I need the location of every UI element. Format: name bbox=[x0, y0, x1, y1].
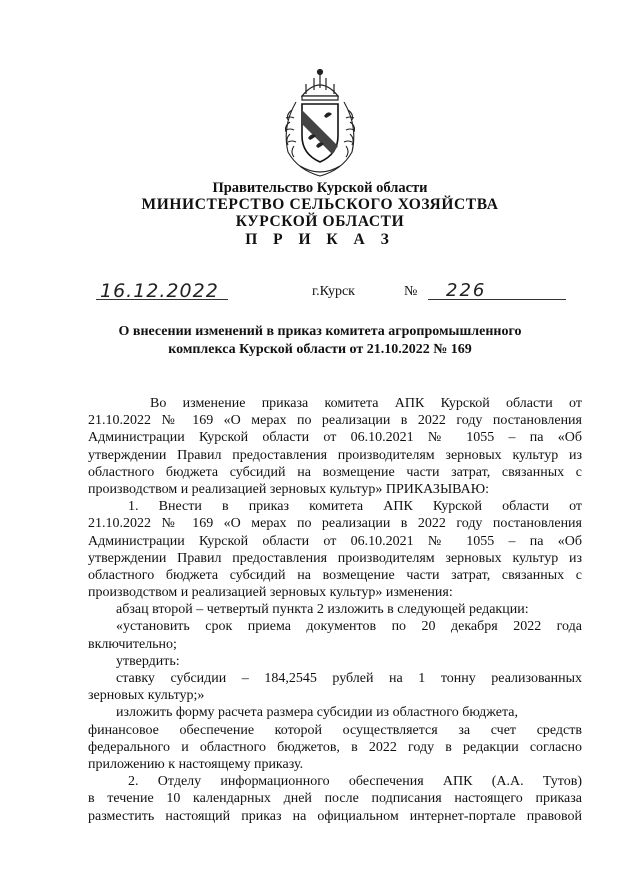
body-line: абзац второй – четвертый пункта 2 изложить в следующей редакции: bbox=[116, 602, 529, 618]
body-line: приложению к настоящему приказу. bbox=[88, 756, 304, 772]
order-meta-row bbox=[0, 280, 640, 304]
body-line: Администрации Курской области от 06.10.2021 № 1055 – па «Об bbox=[88, 533, 582, 549]
body-line: Во изменение приказа комитета АПК Курской области от bbox=[150, 396, 582, 411]
body-line: 21.10.2022 № 169 «О мерах по реализации в 2022 году постановления bbox=[88, 516, 582, 532]
order-city: г.Курск bbox=[312, 284, 355, 299]
body-line: 21.10.2022 № 169 «О мерах по реализации в 2022 году постановления bbox=[88, 413, 582, 429]
body-line: утвердить: bbox=[116, 653, 180, 669]
ministry-title: МИНИСТЕРСТВО СЕЛЬСКОГО ХОЗЯЙСТВА bbox=[141, 196, 499, 213]
body-line: утверждении Правил предоставления производителям зерновых культур из bbox=[88, 550, 582, 566]
subject-line-2: комплекса Курской области от 21.10.2022 № 169 bbox=[168, 342, 472, 357]
body-line: 1. Внести в приказ комитета АПК Курской области от bbox=[128, 499, 582, 515]
coat-of-arms-emblem bbox=[272, 66, 368, 180]
subject-line-1: О внесении изменений в приказ комитета агропромышленного bbox=[118, 324, 522, 339]
body-line: федерального и областного бюджетов, в 2022 году в редакции согласно bbox=[88, 739, 582, 755]
body-line: в течение 10 календарных дней после подписания настоящего приказа bbox=[88, 791, 582, 807]
region-title: КУРСКОЙ ОБЛАСТИ bbox=[235, 213, 405, 230]
order-subject bbox=[0, 323, 640, 359]
body-line: включительно; bbox=[88, 636, 177, 652]
number-underline bbox=[428, 299, 566, 300]
body-line: ставку субсидии – 184,2545 рублей на 1 тонну реализованных bbox=[116, 671, 582, 686]
body-line: зерновых культур;» bbox=[88, 688, 205, 704]
order-number: 226 bbox=[446, 280, 487, 301]
body-line: производством и реализацией зерновых культур» ПРИКАЗЫВАЮ: bbox=[88, 481, 490, 497]
body-line: производством и реализацией зерновых культур» изменения: bbox=[88, 585, 453, 601]
body-line: финансовое обеспечение которой осуществляется за счет средств bbox=[88, 722, 582, 738]
body-line: Администрации Курской области от 06.10.2021 № 1055 – па «Об bbox=[88, 430, 582, 446]
body-line: утверждении Правил предоставления производителям зерновых культур из bbox=[88, 447, 582, 463]
body-line: разместить настоящий приказ на официальном интернет-портале правовой bbox=[88, 808, 582, 824]
order-body bbox=[88, 395, 582, 825]
document-type-title: П Р И К А З bbox=[245, 231, 395, 248]
number-sign: № bbox=[404, 284, 418, 299]
body-line: областного бюджета субсидий на возмещение части затрат, связанных с bbox=[88, 567, 582, 583]
body-line: «установить срок приема документов по 20 декабря 2022 года bbox=[116, 619, 582, 635]
body-line: изложить форму расчета размера субсидии из областного бюджета, bbox=[116, 705, 518, 721]
order-date: 16.12.2022 bbox=[100, 280, 219, 302]
government-title: Правительство Курской области bbox=[212, 180, 428, 196]
body-line: областного бюджета субсидий на возмещение части затрат, связанных с bbox=[88, 464, 582, 480]
date-underline bbox=[96, 299, 228, 300]
body-line: 2. Отделу информационного обеспечения АПК (А.А. Тутов) bbox=[128, 774, 582, 790]
